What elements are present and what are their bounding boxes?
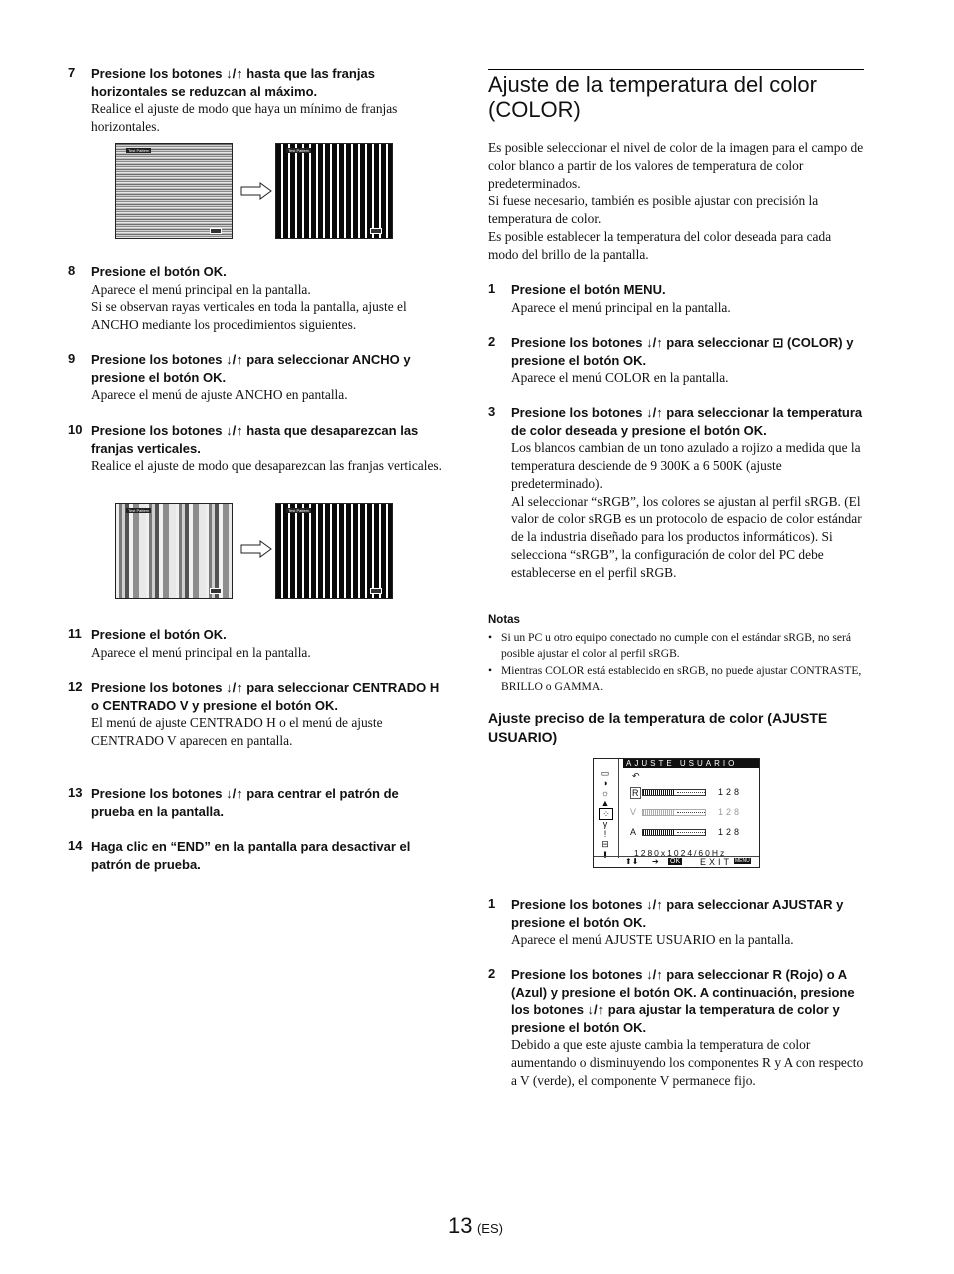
color-step-3 <box>488 404 864 582</box>
test-pattern-tag: Test Pattern <box>128 148 150 153</box>
section-title: Ajuste de la temperatura del color (COLOR) <box>488 69 864 122</box>
end-button-icon <box>210 588 222 594</box>
step-heading: Presione los botones ↓/↑ para seleccionar AJUSTAR y presione el botón OK. <box>511 897 844 930</box>
step-heading: Presione los botones ↓/↑ para seleccionar R (Rojo) o A (Azul) y presione el botón OK. A continuación, presione los botones ↓/↑ para ajustar la temperatura de color y presione el botón OK. <box>511 967 855 1035</box>
figure-horizontal-stripes <box>115 143 396 241</box>
step-heading: Presione el botón MENU. <box>511 282 666 297</box>
note-item: • Mientras COLOR está establecido en sRGB, no puede ajustar CONTRASTE, BRILLO o GAMMA. <box>488 663 864 696</box>
screen-after <box>275 143 393 239</box>
end-button-icon <box>370 588 382 594</box>
step-14 <box>68 838 444 873</box>
step-body: Aparece el menú AJUSTE USUARIO en la pantalla. <box>511 932 794 948</box>
osd-footer <box>594 856 759 867</box>
subsection-heading: Ajuste preciso de la temperatura de color (AJUSTE USUARIO) <box>488 710 828 745</box>
step-number: 10 <box>68 422 83 437</box>
level-fill <box>643 830 674 835</box>
step-number: 11 <box>68 626 82 641</box>
arrow-icon: ➔ <box>652 857 659 866</box>
step-heading: Presione los botones ↓/↑ hasta que las franjas horizontales se reduzcan al máximo. <box>91 66 375 99</box>
page-number <box>448 1213 503 1239</box>
menu-badge: MENU <box>735 858 750 864</box>
test-pattern-tag: Test Pattern <box>288 148 310 153</box>
page-language: (ES) <box>476 1221 503 1236</box>
step-body: Aparece el menú principal en la pantalla. <box>91 281 311 297</box>
green-value: 128 <box>718 807 743 817</box>
osd-icon-column <box>594 759 619 858</box>
geometry-icon: ▲ <box>600 798 610 808</box>
step-number: 9 <box>68 351 76 366</box>
step-number: 2 <box>488 966 496 981</box>
step-12 <box>68 679 444 750</box>
step-heading: Presione los botones ↓/↑ para seleccionar ⊡ (COLOR) y presione el botón OK. <box>511 335 854 368</box>
step-body: Aparece el menú de ajuste ANCHO en pantalla. <box>91 387 348 403</box>
step-number: 13 <box>68 785 83 800</box>
step-heading: Presione el botón OK. <box>91 627 227 642</box>
step-body: Si se observan rayas verticales en toda la pantalla, ajuste el ANCHO mediante los procedimientos siguientes. <box>91 299 407 333</box>
color-icon: ⁘ <box>599 808 613 820</box>
intro-paragraph: Si fuese necesario, también es posible ajustar con precisión la temperatura de color. <box>488 193 819 227</box>
end-button-icon <box>210 228 222 234</box>
color-step-2 <box>488 334 864 387</box>
brightness-icon: ☼ <box>600 788 610 798</box>
step-number: 14 <box>68 838 83 853</box>
color-step-1 <box>488 281 864 316</box>
contrast-icon: ◑ <box>602 778 608 788</box>
step-heading: Presione los botones ↓/↑ para centrar el patrón de prueba en la pantalla. <box>91 786 399 819</box>
arrow-right-icon <box>240 540 272 558</box>
notes-heading: Notas <box>488 614 520 626</box>
step-heading: Presione los botones ↓/↑ hasta que desaparezcan las franjas verticales. <box>91 423 419 456</box>
step-8 <box>68 263 444 334</box>
osd-row-label: A <box>630 827 637 837</box>
step-9 <box>68 351 444 404</box>
screen-before <box>115 503 233 599</box>
red-value: 128 <box>718 787 743 797</box>
step-number: 2 <box>488 334 496 349</box>
blue-level-bar <box>642 829 706 836</box>
step-heading: Presione los botones ↓/↑ para seleccionar ANCHO y presione el botón OK. <box>91 352 411 385</box>
step-10 <box>68 422 444 475</box>
intro-paragraph: Es posible seleccionar el nivel de color de la imagen para el campo de color blanco a partir de los valores de temperatura de color predeterminados. <box>488 140 864 191</box>
step-body: Realice el ajuste de modo que desaparezcan las franjas verticales. <box>91 458 442 474</box>
step-number: 8 <box>68 263 76 278</box>
osd-row-label: R <box>632 788 639 798</box>
user-step-2 <box>488 966 864 1090</box>
step-heading: Haga clic en “END” en la pantalla para desactivar el patrón de prueba. <box>91 839 411 872</box>
step-body: Al seleccionar “sRGB”, los colores se ajustan al perfil sRGB. (El valor de color sRGB es un protocolo de espacio de color estándar de la industria diseñado para los productos informáticos). Si selecciona “sRGB”, la configuración de color del PC debe establecerse en el perfil sRGB. <box>511 493 862 580</box>
user-step-1 <box>488 896 864 949</box>
test-pattern-tag: Test Pattern <box>288 508 310 513</box>
step-number: 1 <box>488 281 496 296</box>
gamma-icon: γ <box>602 819 608 829</box>
ok-badge: OK <box>670 858 681 865</box>
step-heading: Presione los botones ↓/↑ para seleccionar la temperatura de color deseada y presione el botón OK. <box>511 405 863 438</box>
osd-row-label: V <box>630 807 637 817</box>
figure-vertical-stripes <box>115 503 396 601</box>
step-body: Aparece el menú principal en la pantalla. <box>511 299 731 315</box>
step-number: 7 <box>68 65 76 80</box>
step-13 <box>68 785 444 820</box>
exit-label: EXIT <box>700 857 733 867</box>
step-body: Aparece el menú COLOR en la pantalla. <box>511 370 729 386</box>
step-body: Realice el ajuste de modo que haya un mínimo de franjas horizontales. <box>91 101 398 134</box>
input-icon: ▭ <box>600 768 610 778</box>
note-item: • Si un PC u otro equipo conectado no cumple con el estándar sRGB, no será posible ajustar el color al perfil sRGB. <box>488 630 864 663</box>
info-icon: ! <box>603 829 607 839</box>
arrow-right-icon <box>240 182 272 200</box>
step-number: 1 <box>488 896 496 911</box>
osd-title: AJUSTE USUARIO <box>623 759 759 768</box>
step-heading: Presione el botón OK. <box>91 264 227 279</box>
blue-value: 128 <box>718 827 743 837</box>
step-body: El menú de ajuste CENTRADO H o el menú de ajuste CENTRADO V aparecen en pantalla. <box>91 715 383 748</box>
screen-after <box>275 503 393 599</box>
intro-text <box>488 139 864 264</box>
step-number: 12 <box>68 679 83 694</box>
step-11 <box>68 626 444 661</box>
green-level-bar <box>642 809 706 816</box>
back-icon: ↶ <box>632 771 640 781</box>
step-body: Los blancos cambian de un tono azulado a rojizo a medida que la temperatura desciende de 9 300K a 6 500K (ajuste predeterminado). <box>511 440 861 491</box>
user-adjust-osd <box>593 758 760 868</box>
intro-paragraph: Es posible establecer la temperatura del color deseada para cada modo del brillo de la pantalla. <box>488 228 832 262</box>
notes-list <box>488 630 864 696</box>
red-level-bar <box>642 789 706 796</box>
level-fill <box>643 810 674 815</box>
test-pattern-tag: Test Pattern <box>128 508 150 513</box>
scroll-down-icon: ⬇ <box>601 850 609 860</box>
step-7 <box>68 65 444 136</box>
step-body: Aparece el menú principal en la pantalla. <box>91 644 311 660</box>
step-number: 3 <box>488 404 496 419</box>
end-button-icon <box>370 228 382 234</box>
screen-before <box>115 143 233 239</box>
up-down-icon: ⬆⬇ <box>625 857 639 866</box>
level-fill <box>643 790 674 795</box>
option-icon: ⊟ <box>601 839 609 849</box>
page-number-value: 13 <box>448 1213 473 1238</box>
resolution-readout: 1280x1024/60Hz <box>634 848 727 858</box>
step-body: Debido a que este ajuste cambia la temperatura de color aumentando o disminuyendo los componentes R y A con respecto a V (verde), el componente V permanece fijo. <box>511 1037 864 1088</box>
step-heading: Presione los botones ↓/↑ para seleccionar CENTRADO H o CENTRADO V y presione el botón OK. <box>91 680 440 713</box>
